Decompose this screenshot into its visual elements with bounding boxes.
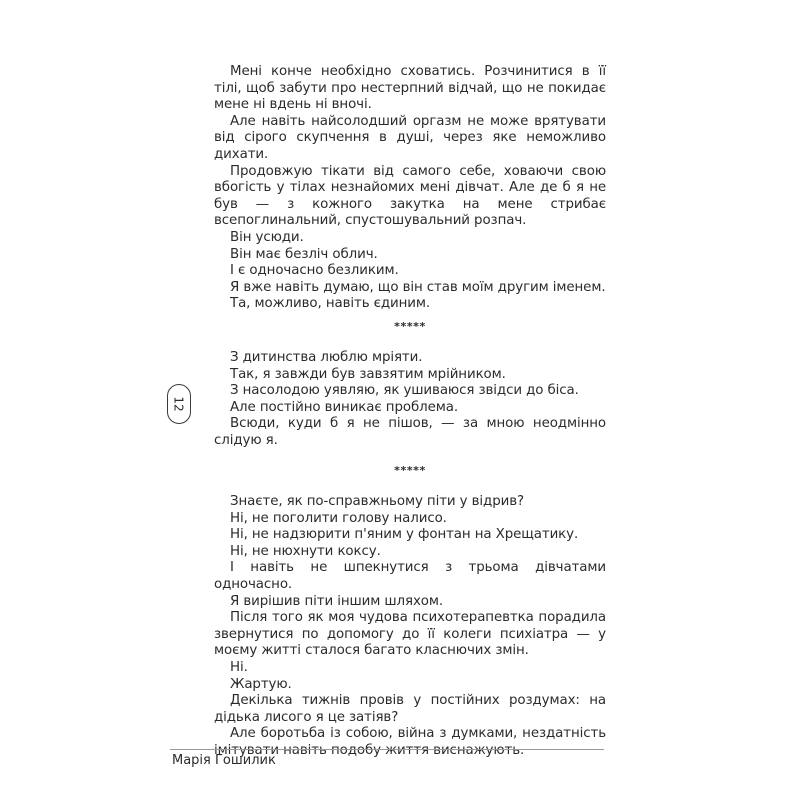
paragraph: Я вже навіть думаю, що він став моїм другим іменем. [230, 279, 606, 295]
paragraph: Всюди, куди б я не пішов, — за мною неодмінно слідую я. [214, 416, 606, 448]
paragraph: Продовжую тікати від самого себе, ховаючи свою вбогість у тілах незнайомих мені дівчат. Але де б я не був — з кожного закутка на мене стрибає всепоглинальний, спустошувальний розпач. [214, 163, 606, 229]
footer-author-name: Марія Гошилик [172, 753, 276, 768]
paragraph: Але постійно виникає проблема. [230, 399, 458, 415]
paragraph: Після того як моя чудова психотерапевтка порадила звернутися по допомогу до її колеги психіатра — у моєму житті сталося багато класнючих змін. [214, 610, 606, 659]
text-section-3 [214, 494, 606, 760]
paragraph: Але боротьба із собою, війна з думками, нездатність імітувати навіть подобу життя виснажують. [214, 726, 606, 758]
section-separator: ***** [394, 464, 426, 477]
text-section-2 [214, 350, 606, 450]
paragraph: Ні, не нюхнути коксу. [230, 543, 381, 559]
paragraph: Він усюди. [230, 229, 304, 245]
page-number-tab [167, 384, 191, 424]
paragraph: З дитинства люблю мріяти. [230, 350, 423, 365]
paragraph: Декілька тижнів провів у постійних роздумах: на дідька лисого я це затіяв? [214, 693, 606, 725]
paragraph: І навіть не шпекнутися з трьома дівчатами одночасно. [214, 560, 606, 592]
text-section-1 [214, 64, 606, 313]
footer-divider [170, 749, 604, 750]
page-number: 12 [172, 396, 186, 412]
paragraph: Ні, не надзюрити п'яним у фонтан на Хрещатику. [230, 527, 579, 543]
paragraph: Я вирішив піти іншим шляхом. [230, 593, 444, 609]
section-separator: ***** [394, 320, 426, 333]
paragraph: Знаєте, як по-справжньому піти у відрив? [230, 494, 525, 509]
paragraph: Але навіть найсолодший оргазм не може врятувати від сірого скупчення в душі, через яке неможливо дихати. [214, 113, 606, 162]
paragraph: Він має безліч облич. [230, 246, 378, 262]
paragraph: І є одночасно безликим. [230, 263, 399, 279]
paragraph: Так, я завжди був завзятим мрійником. [230, 366, 506, 382]
paragraph: Жартую. [230, 676, 292, 692]
paragraph: Мені конче необхідно сховатись. Розчинитися в її тілі, щоб забути про нестерпний відчай, що не покидає мене ні вдень ні вночі. [214, 64, 606, 113]
paragraph: Ні, не поголити голову налисо. [230, 510, 447, 526]
paragraph: Та, можливо, навіть єдиним. [230, 296, 431, 312]
paragraph: Ні. [230, 659, 248, 675]
paragraph: З насолодою уявляю, як ушиваюся звідси до біса. [230, 383, 579, 399]
